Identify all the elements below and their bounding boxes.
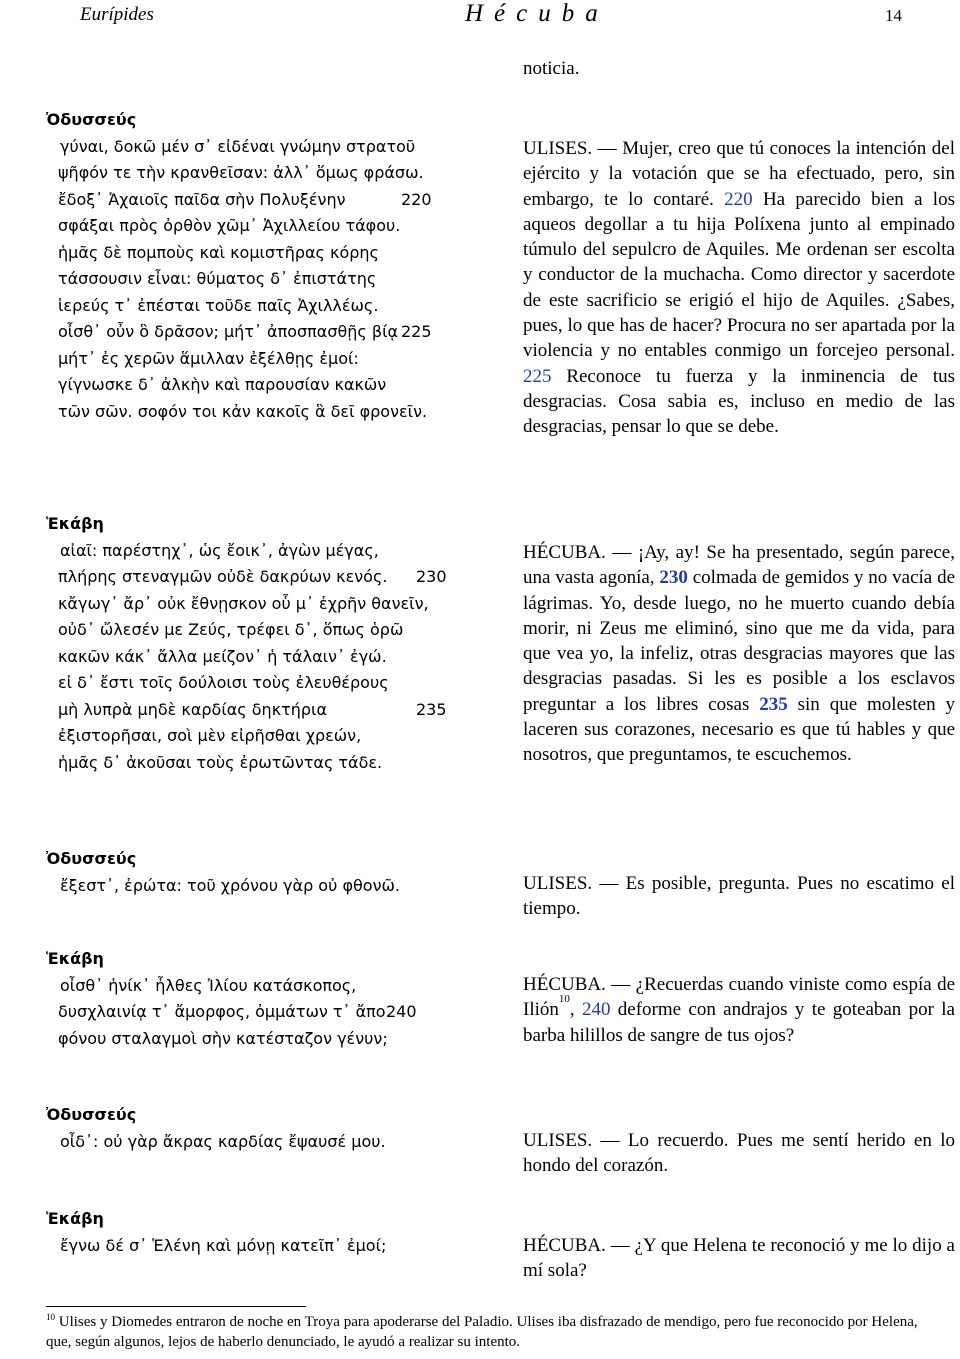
line-reference: 240: [581, 999, 611, 1021]
verse-line: [46, 564, 446, 591]
verse-text: φόνου σταλαγμοὶ σὴν κατέσταζον γένυν;: [58, 1028, 388, 1048]
verse-line: [46, 644, 446, 671]
footnote-divider: [46, 1306, 306, 1307]
footnote-text: Ulises y Diomedes entraron de noche en Troya para apoderarse del Paladio. Ulises iba disfrazado de mendigo, pero fue reconocido por Helena, que, según algunos, lejos de haberlo denunciado, le ayudó a realizar su intento.: [46, 1314, 918, 1350]
verse-text: σφάξαι πρὸς ὀρθὸν χῶμ᾿ Ἀχιλλείου τάφου.: [58, 216, 401, 235]
verse-text: αἰαῖ: παρέστηχ᾿, ὡς ἔοικ᾿, ἀγὼν μέγας,: [60, 540, 379, 560]
verse-line: [46, 873, 446, 900]
verse-line: [46, 1026, 446, 1053]
translation-text: ,: [569, 999, 582, 1021]
verse-line: [46, 399, 446, 426]
verse-text: ἡμᾶς δὲ πομποὺς καὶ κομιστῆρας κόρης: [58, 242, 379, 262]
speaker-name: Ἑκάβη: [46, 1209, 104, 1228]
verse-line: [46, 538, 446, 565]
verse-text: ψῆφόν τε τὴν κρανθεῖσαν: ἀλλ᾿ ὅμως φράσω.: [58, 163, 424, 182]
spanish-translation-odysseus: [523, 871, 955, 922]
verse-text: οἶσθ᾿ οὖν ὃ δρᾶσον; μήτ᾿ ἀποσπασθῇς βίᾳ: [58, 322, 399, 341]
translation-text: deforme con andrajos y te goteaban por la barba hilillos de sangre de tus ojos?: [523, 999, 955, 1046]
line-reference: 230: [659, 567, 688, 589]
verse-line: [46, 293, 446, 320]
verse-line: [46, 372, 446, 399]
verse-text: μήτ᾿ ἐς χερῶν ἅμιλλαν ἐξέλθῃς ἐμοί:: [58, 348, 359, 368]
verse-text: τῶν σῶν. σοφόν τοι κἀν κακοῖς ἃ δεῖ φρονεῖν.: [58, 401, 428, 421]
footnote-marker: 10: [46, 1312, 55, 1322]
verse-line: [46, 617, 446, 644]
greek-block-hecuba: [46, 1206, 446, 1259]
line-reference: 220: [724, 188, 753, 210]
translation-text: Reconoce tu fuerza y la inminencia de tus desgracias. Cosa sabia es, incluso en medio de las desgracias, pensar lo que se debe.: [523, 365, 955, 438]
verse-line: [46, 346, 446, 373]
speaker-name: Ὀδυσσεύς: [46, 849, 137, 868]
header-title: Hécuba: [465, 0, 609, 27]
translation-text: ULISES. — Es posible, pregunta. Pues no escatimo el tiempo.: [523, 873, 955, 920]
verse-text: μὴ λυπρὰ μηδὲ καρδίας δηκτήρια: [58, 699, 328, 719]
speaker-name: Ἑκάβη: [46, 514, 104, 533]
line-number: 235: [416, 699, 447, 719]
verse-text: πλήρης στεναγμῶν οὐδὲ δακρύων κενός.: [58, 567, 388, 586]
verse-line: [46, 697, 446, 724]
greek-block-hecuba: [46, 946, 446, 1052]
spanish-translation-odysseus: [523, 1128, 955, 1179]
footnote: [46, 1313, 946, 1352]
verse-text: ἡμᾶς δ᾿ ἀκοῦσαι τοὺς ἐρωτῶντας τάδε.: [58, 752, 383, 772]
verse-text: οὐδ᾿ ὤλεσέν με Ζεύς, τρέφει δ᾿, ὅπως ὁρῶ: [58, 620, 404, 639]
verse-line: [46, 266, 446, 293]
translation-text: HÉCUBA. — ¿Recuerdas cuando viniste como espía de Ilión: [523, 974, 955, 1021]
speaker-name: Ὀδυσσεύς: [46, 1105, 137, 1124]
verse-text: δυσχλαινίᾳ τ᾿ ἄμορφος, ὀμμάτων τ᾿ ἄπο: [58, 1002, 386, 1021]
spanish-translation-hecuba: [523, 1233, 955, 1284]
verse-text: οἶσθ᾿ ἡνίκ᾿ ἦλθες Ἰλίου κατάσκοπος,: [60, 975, 357, 995]
line-number: 240: [386, 1002, 417, 1021]
translation-text: Ha parecido bien a los aqueos degollar a tu hija Políxena junto al empinado túmulo del sepulcro de Aquiles. Me ordenan ser escolta y conductor de la muchacha. Como director y sacerdote de este sacrificio se erigió el hijo de Aquiles. ¿Sabes, pues, lo que has de hacer? Procura no ser apartada por la violencia y no entables conmigo un forcejeo personal.: [523, 188, 955, 362]
spanish-translation-hecuba: [523, 972, 955, 1048]
greek-block-odysseus: [46, 107, 446, 425]
line-reference: 235: [759, 693, 788, 715]
verse-text: ἔγνω δέ σ᾿ Ἑλένη καὶ μόνῃ κατεῖπ᾿ ἐμοί;: [60, 1235, 387, 1255]
verse-line: [46, 134, 446, 161]
verse-line: [46, 240, 446, 267]
verse-line: [46, 1233, 446, 1260]
verse-text: ἔδοξ᾿ Ἀχαιοῖς παῖδα σὴν Πολυξένην: [58, 189, 346, 209]
footnote-reference: 10: [558, 993, 570, 1006]
translation-text: ULISES. — Lo recuerdo. Pues me sentí herido en lo hondo del corazón.: [523, 1130, 955, 1177]
header-author: Eurípides: [80, 4, 154, 25]
verse-text: εἰ δ᾿ ἔστι τοῖς δούλοισι τοὺς ἐλευθέρους: [58, 673, 389, 692]
verse-text: ἱερεύς τ᾿ ἐπέσται τοῦδε παῖς Ἀχιλλέως.: [58, 295, 379, 315]
spanish-translation-odysseus: [523, 136, 955, 440]
verse-line: [46, 750, 446, 777]
translation-text: HÉCUBA. — ¿Y que Helena te reconoció y me lo dijo a mí sola?: [523, 1235, 955, 1282]
verse-text: τάσσουσιν εἶναι: θύματος δ᾿ ἐπιστάτης: [58, 269, 377, 288]
verse-text: ἐξιστορῆσαι, σοὶ μὲν εἰρῆσθαι χρεών,: [58, 726, 362, 745]
line-reference: 225: [523, 365, 552, 387]
translation-text: colmada de gemidos y no vacía de lágrimas. Yo, desde luego, no he muerto cuando debía morir, ni Zeus me eliminó, sino que me da vida, para que vea yo, la infeliz, otras desgracias mayores que las desgracias pasadas. Si les es posible a los esclavos preguntar a los libres cosas: [523, 567, 955, 715]
verse-line: [46, 999, 446, 1026]
verse-line: [46, 973, 446, 1000]
page-number: 14: [885, 6, 902, 25]
verse-line: [46, 591, 446, 618]
verse-line: [46, 160, 446, 187]
verse-line: [46, 670, 446, 697]
greek-block-hecuba: [46, 511, 446, 776]
spanish-translation-hecuba: [523, 540, 955, 768]
verse-text: οἶδ᾿: οὐ γὰρ ἄκρας καρδίας ἔψαυσέ μου.: [60, 1131, 386, 1151]
verse-text: κἄγωγ᾿ ἄρ᾿ οὐκ ἔθνῃσκον οὗ μ᾿ ἐχρῆν θανεῖν,: [58, 593, 429, 613]
translation-text: ULISES. — Mujer, creo que tú conoces la intención del ejército y la votación que se ha efectuado, pero, sin embargo, te lo contaré.: [523, 138, 955, 210]
line-number: 225: [401, 322, 432, 341]
line-number: 230: [416, 567, 447, 586]
translation-text: HÉCUBA. — ¡Ay, ay! Se ha presentado, según parece, una vasta agonía,: [523, 542, 955, 589]
speaker-name: Ὀδυσσεύς: [46, 110, 137, 129]
speaker-name: Ἑκάβη: [46, 949, 104, 968]
translation-text: sin que molesten y laceren sus corazones, necesario es que tú hables y que nosotros, que preguntamos, te escuchemos.: [523, 693, 955, 766]
verse-text: κακῶν κάκ᾿ ἄλλα μείζον᾿ ἡ τάλαιν᾿ ἐγώ.: [58, 646, 387, 666]
verse-line: [46, 213, 446, 240]
verse-line: [46, 1129, 446, 1156]
verse-text: ἔξεστ᾿, ἐρώτα: τοῦ χρόνου γὰρ οὐ φθονῶ.: [60, 875, 400, 895]
greek-block-odysseus: [46, 846, 446, 899]
verse-line: [46, 723, 446, 750]
verse-line: [46, 319, 446, 346]
verse-text: γίγνωσκε δ᾿ ἀλκὴν καὶ παρουσίαν κακῶν: [58, 375, 387, 394]
line-number: 220: [401, 189, 432, 209]
greek-block-odysseus: [46, 1102, 446, 1155]
verse-line: [46, 187, 446, 214]
verse-text: γύναι, δοκῶ μέν σ᾿ εἰδέναι γνώμην στρατοῦ: [60, 136, 416, 156]
continued-text: noticia.: [523, 58, 580, 79]
